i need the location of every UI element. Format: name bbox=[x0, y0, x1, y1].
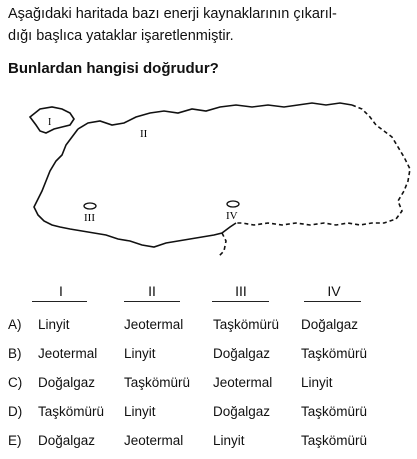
option-value-i: Jeotermal bbox=[38, 346, 98, 361]
option-value-ii: Linyit bbox=[124, 404, 156, 419]
column-rule-ii bbox=[124, 301, 180, 302]
marker-iv-label: IV bbox=[226, 210, 238, 222]
question-line-2: dığı başlıca yataklar işaretlenmiştir. bbox=[8, 28, 234, 44]
question-prompt: Bunlardan hangisi doğrudur? bbox=[8, 60, 219, 77]
option-value-ii: Taşkömürü bbox=[124, 375, 191, 390]
column-header-iv: IV bbox=[327, 283, 341, 299]
option-value-iii: Linyit bbox=[213, 433, 245, 448]
option-value-ii: Jeotermal bbox=[124, 433, 184, 448]
option-letter: A) bbox=[8, 317, 22, 332]
marker-i-label: I bbox=[48, 117, 52, 128]
option-value-ii: Linyit bbox=[124, 346, 156, 361]
option-letter: B) bbox=[8, 346, 22, 361]
column-rule-iv bbox=[304, 301, 361, 302]
option-letter: C) bbox=[8, 375, 23, 390]
option-value-iii: Taşkömürü bbox=[213, 317, 280, 332]
column-header-i: I bbox=[59, 283, 63, 299]
question-line-1: Aşağıdaki haritada bazı enerji kaynaklarının çıkarıl- bbox=[8, 6, 337, 22]
column-header-iii: III bbox=[235, 283, 247, 299]
thrace-outline bbox=[30, 107, 74, 133]
option-value-iv: Taşkömürü bbox=[301, 346, 368, 361]
option-value-i: Doğalgaz bbox=[38, 375, 96, 390]
marker-iii-label: III bbox=[84, 212, 95, 224]
column-rule-i bbox=[32, 301, 87, 302]
option-letter: D) bbox=[8, 404, 23, 419]
marker-ii-label: II bbox=[140, 128, 148, 140]
hatay-dashed bbox=[218, 233, 226, 257]
option-value-iv: Taşkömürü bbox=[301, 404, 368, 419]
marker-iii-symbol bbox=[84, 203, 96, 209]
option-letter: E) bbox=[8, 433, 22, 448]
option-value-iii: Doğalgaz bbox=[213, 404, 271, 419]
option-value-iv: Linyit bbox=[301, 375, 333, 390]
option-value-iii: Doğalgaz bbox=[213, 346, 271, 361]
option-value-ii: Jeotermal bbox=[124, 317, 184, 332]
marker-iv-symbol bbox=[227, 201, 239, 207]
column-rule-iii bbox=[212, 301, 269, 302]
eastern-border-dashed bbox=[236, 105, 410, 225]
option-value-iv: Doğalgaz bbox=[301, 317, 359, 332]
option-value-iii: Jeotermal bbox=[213, 375, 273, 390]
option-value-i: Linyit bbox=[38, 317, 70, 332]
anatolia-outline bbox=[34, 103, 352, 247]
option-value-i: Taşkömürü bbox=[38, 404, 105, 419]
option-value-iv: Taşkömürü bbox=[301, 433, 368, 448]
column-header-ii: II bbox=[148, 283, 156, 299]
option-value-i: Doğalgaz bbox=[38, 433, 96, 448]
turkey-map bbox=[0, 95, 417, 265]
